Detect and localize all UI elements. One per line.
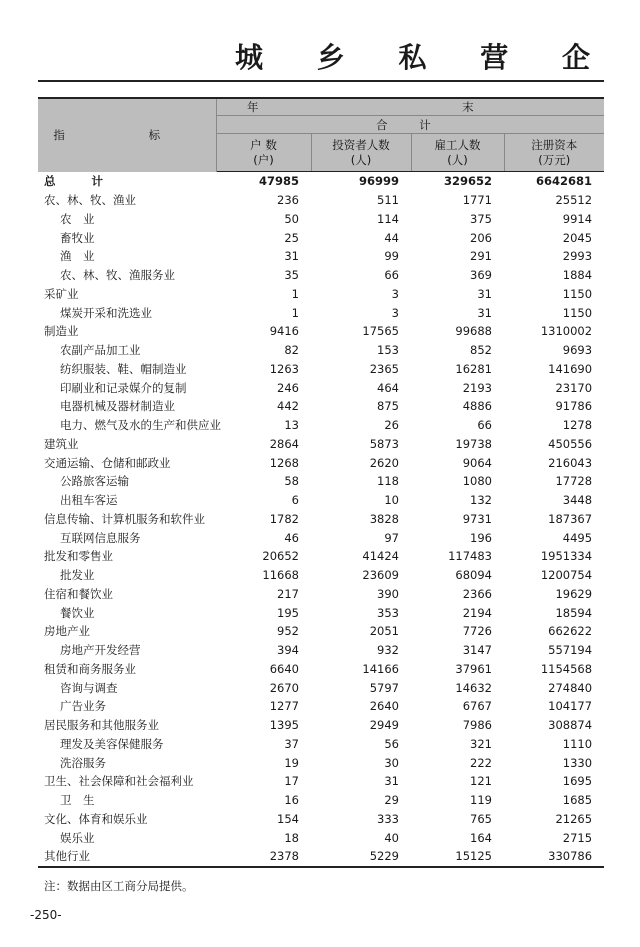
row-value: 6640 xyxy=(269,661,299,676)
row-value: 6767 xyxy=(462,699,492,714)
row-value: 19738 xyxy=(455,436,492,451)
row-value: 2365 xyxy=(369,361,399,376)
table-row xyxy=(38,285,604,304)
row-value: 6642681 xyxy=(536,174,593,189)
row-value: 44 xyxy=(384,230,399,245)
row-label: 农 业 xyxy=(60,211,95,226)
table-row xyxy=(38,453,604,472)
row-label: 居民服务和其他服务业 xyxy=(44,718,159,733)
row-value: 217 xyxy=(277,586,299,601)
row-value: 26 xyxy=(384,418,399,433)
row-value: 17 xyxy=(284,774,299,789)
table-row xyxy=(38,435,604,454)
row-value: 3147 xyxy=(462,643,492,658)
row-value: 10 xyxy=(384,493,399,508)
column-header-households: 户 数 (户) xyxy=(216,134,311,172)
row-label: 娱乐业 xyxy=(60,830,95,845)
row-value: 19629 xyxy=(555,586,593,601)
row-value: 119 xyxy=(470,793,492,808)
row-value: 30 xyxy=(384,755,399,770)
row-label: 房地产业 xyxy=(44,624,90,639)
table-row xyxy=(38,191,604,210)
page-title: 城 乡 私 营 企 xyxy=(235,41,612,74)
table-row xyxy=(38,603,604,622)
row-label: 农副产品加工业 xyxy=(60,343,141,358)
row-value: 25512 xyxy=(555,193,593,208)
row-value: 99 xyxy=(384,249,399,264)
row-label: 住宿和餐饮业 xyxy=(44,586,113,601)
row-value: 9693 xyxy=(562,343,593,358)
row-value: 1278 xyxy=(562,418,593,433)
row-label: 畜牧业 xyxy=(60,230,95,245)
table-row xyxy=(38,360,604,379)
row-value: 390 xyxy=(377,586,399,601)
row-value: 2715 xyxy=(562,830,593,845)
table-header xyxy=(38,98,604,172)
row-value: 450556 xyxy=(548,436,593,451)
row-value: 99688 xyxy=(455,324,492,339)
total-header: 合 计 xyxy=(216,116,604,134)
row-value: 7986 xyxy=(462,718,492,733)
row-value: 2378 xyxy=(216,847,311,867)
row-value: 1771 xyxy=(462,193,492,208)
table-body xyxy=(38,172,604,867)
column-header-investors: 投资者人数 (人) xyxy=(311,134,411,172)
row-value: 121 xyxy=(470,774,492,789)
row-value: 1330 xyxy=(562,755,593,770)
row-value: 2620 xyxy=(369,455,399,470)
row-value: 375 xyxy=(470,211,492,226)
table-row xyxy=(38,641,604,660)
page-number: -250- xyxy=(30,908,62,922)
row-value: 236 xyxy=(277,193,299,208)
row-label: 广告业务 xyxy=(60,699,106,714)
row-value: 274840 xyxy=(548,680,593,695)
footnote: 注：数据由区工商分局提供。 xyxy=(44,879,194,893)
table-row xyxy=(38,772,604,791)
table-row xyxy=(38,491,604,510)
row-label: 总 计 xyxy=(44,174,120,189)
row-value: 369 xyxy=(470,268,492,283)
row-value: 1395 xyxy=(269,718,299,733)
row-value: 17565 xyxy=(362,324,399,339)
row-value: 37 xyxy=(284,736,299,751)
row-value: 47985 xyxy=(258,174,299,189)
row-label: 交通运输、仓储和邮政业 xyxy=(44,455,171,470)
row-value: 1 xyxy=(291,286,299,301)
row-value: 82 xyxy=(284,343,299,358)
table-row xyxy=(38,828,604,847)
row-value: 196 xyxy=(470,530,492,545)
table-row xyxy=(38,322,604,341)
row-value: 2864 xyxy=(269,436,299,451)
row-value: 118 xyxy=(377,474,399,489)
row-value: 1695 xyxy=(562,774,593,789)
row-value: 3448 xyxy=(562,493,593,508)
row-value: 394 xyxy=(277,643,299,658)
row-value: 321 xyxy=(470,736,492,751)
row-value: 117483 xyxy=(448,549,492,564)
table-row xyxy=(38,847,604,867)
row-value: 1310002 xyxy=(540,324,593,339)
row-value: 9416 xyxy=(269,324,299,339)
row-value: 58 xyxy=(284,474,299,489)
row-value: 1080 xyxy=(462,474,492,489)
table-row xyxy=(38,735,604,754)
row-value: 13 xyxy=(284,418,299,433)
row-value: 11668 xyxy=(262,568,299,583)
indicator-header: 指 标 xyxy=(38,98,216,172)
row-value: 114 xyxy=(377,211,399,226)
row-value: 246 xyxy=(277,380,299,395)
row-value: 330786 xyxy=(504,847,604,867)
row-label: 信息传输、计算机服务和软件业 xyxy=(44,511,205,526)
row-value: 187367 xyxy=(548,511,593,526)
table-row xyxy=(38,397,604,416)
row-value: 46 xyxy=(284,530,299,545)
table-row xyxy=(38,472,604,491)
row-value: 875 xyxy=(377,399,399,414)
table-row xyxy=(38,697,604,716)
row-label: 出租车客运 xyxy=(60,493,118,508)
row-value: 18594 xyxy=(555,605,593,620)
row-value: 1 xyxy=(291,305,299,320)
row-value: 97 xyxy=(384,530,399,545)
row-value: 308874 xyxy=(548,718,593,733)
row-value: 1268 xyxy=(269,455,299,470)
row-value: 1150 xyxy=(562,286,593,301)
row-label: 建筑业 xyxy=(44,436,79,451)
row-label: 卫生、社会保障和社会福利业 xyxy=(44,774,194,789)
row-label: 批发和零售业 xyxy=(44,549,113,564)
column-header-registered-capital: 注册资本 (万元) xyxy=(504,134,604,172)
table-row xyxy=(38,716,604,735)
row-value: 164 xyxy=(470,830,492,845)
row-label: 电力、燃气及水的生产和供应业 xyxy=(60,418,221,433)
row-value: 1685 xyxy=(562,793,593,808)
row-value: 2640 xyxy=(369,699,399,714)
table-row xyxy=(38,791,604,810)
row-value: 3828 xyxy=(369,511,399,526)
column-header-employees: 雇工人数 (人) xyxy=(411,134,504,172)
row-value: 195 xyxy=(277,605,299,620)
table-row xyxy=(38,753,604,772)
year-end-header: 年 末 xyxy=(216,98,604,116)
row-label: 文化、体育和娱乐业 xyxy=(44,811,148,826)
row-value: 353 xyxy=(377,605,399,620)
row-value: 1277 xyxy=(269,699,299,714)
row-value: 56 xyxy=(384,736,399,751)
row-value: 31 xyxy=(477,286,492,301)
table-row xyxy=(38,622,604,641)
row-value: 2194 xyxy=(462,605,492,620)
row-label: 租赁和商务服务业 xyxy=(44,661,136,676)
row-value: 329652 xyxy=(443,174,492,189)
table-row xyxy=(38,566,604,585)
row-label: 农、林、牧、渔业 xyxy=(44,193,136,208)
statistics-table xyxy=(38,97,604,868)
row-value: 2366 xyxy=(462,586,492,601)
row-value: 19 xyxy=(284,755,299,770)
row-label: 洗浴服务 xyxy=(60,755,106,770)
row-value: 1782 xyxy=(269,511,299,526)
row-label: 煤炭开采和洗选业 xyxy=(60,305,152,320)
row-value: 932 xyxy=(377,643,399,658)
row-label: 纺织服装、鞋、帽制造业 xyxy=(60,361,187,376)
row-value: 154 xyxy=(277,811,299,826)
row-value: 9731 xyxy=(462,511,492,526)
row-value: 7726 xyxy=(462,624,492,639)
row-value: 1110 xyxy=(562,736,593,751)
row-value: 1200754 xyxy=(540,568,593,583)
table-row xyxy=(38,247,604,266)
row-value: 141690 xyxy=(548,361,593,376)
row-value: 153 xyxy=(377,343,399,358)
row-label: 公路旅客运输 xyxy=(60,474,129,489)
row-value: 3 xyxy=(391,305,399,320)
row-value: 40 xyxy=(384,830,399,845)
row-label: 采矿业 xyxy=(44,286,79,301)
row-value: 2949 xyxy=(369,718,399,733)
row-value: 1884 xyxy=(562,268,593,283)
row-label: 渔 业 xyxy=(60,249,95,264)
row-value: 5229 xyxy=(311,847,411,867)
row-label: 房地产开发经营 xyxy=(60,643,141,658)
table-row xyxy=(38,303,604,322)
row-value: 662622 xyxy=(548,624,593,639)
row-value: 20652 xyxy=(262,549,299,564)
table-row xyxy=(38,378,604,397)
row-value: 557194 xyxy=(548,643,593,658)
row-value: 2670 xyxy=(269,680,299,695)
row-value: 66 xyxy=(384,268,399,283)
row-value: 464 xyxy=(377,380,399,395)
row-value: 16281 xyxy=(455,361,492,376)
row-value: 41424 xyxy=(362,549,399,564)
row-value: 17728 xyxy=(555,474,593,489)
row-value: 216043 xyxy=(548,455,593,470)
row-value: 31 xyxy=(384,774,399,789)
row-value: 3 xyxy=(391,286,399,301)
table-row xyxy=(38,678,604,697)
row-value: 852 xyxy=(470,343,492,358)
row-value: 14166 xyxy=(362,661,399,676)
row-value: 952 xyxy=(277,624,299,639)
row-value: 23170 xyxy=(555,380,593,395)
table-row xyxy=(38,510,604,529)
table-row xyxy=(38,547,604,566)
row-value: 765 xyxy=(470,811,492,826)
row-value: 2045 xyxy=(562,230,593,245)
row-value: 35 xyxy=(284,268,299,283)
row-value: 66 xyxy=(477,418,492,433)
row-value: 2993 xyxy=(562,249,593,264)
row-value: 37961 xyxy=(455,661,492,676)
row-label: 电器机械及器材制造业 xyxy=(60,399,175,414)
row-label: 餐饮业 xyxy=(60,605,95,620)
row-value: 1154568 xyxy=(540,661,593,676)
row-value: 5873 xyxy=(369,436,399,451)
row-value: 222 xyxy=(470,755,492,770)
row-value: 333 xyxy=(377,811,399,826)
row-value: 21265 xyxy=(555,811,593,826)
row-value: 4495 xyxy=(562,530,593,545)
table-row xyxy=(38,172,604,191)
row-value: 14632 xyxy=(455,680,492,695)
row-value: 442 xyxy=(277,399,299,414)
table-row xyxy=(38,228,604,247)
row-value: 1951334 xyxy=(540,549,593,564)
row-value: 15125 xyxy=(411,847,504,867)
row-label: 制造业 xyxy=(44,324,79,339)
row-value: 23609 xyxy=(362,568,399,583)
row-value: 91786 xyxy=(555,399,593,414)
row-value: 9914 xyxy=(562,211,593,226)
row-value: 206 xyxy=(470,230,492,245)
row-value: 291 xyxy=(470,249,492,264)
row-value: 104177 xyxy=(548,699,593,714)
row-value: 511 xyxy=(377,193,399,208)
row-label: 卫 生 xyxy=(60,793,95,808)
row-value: 5797 xyxy=(369,680,399,695)
row-value: 31 xyxy=(284,249,299,264)
row-value: 96999 xyxy=(358,174,399,189)
row-value: 29 xyxy=(384,793,399,808)
row-label: 印刷业和记录媒介的复制 xyxy=(60,380,187,395)
row-label: 咨询与调查 xyxy=(60,680,118,695)
row-value: 50 xyxy=(284,211,299,226)
table-row xyxy=(38,585,604,604)
table-row xyxy=(38,266,604,285)
row-value: 31 xyxy=(477,305,492,320)
row-value: 1150 xyxy=(562,305,593,320)
row-label: 互联网信息服务 xyxy=(60,530,141,545)
table-row xyxy=(38,810,604,829)
table-row xyxy=(38,528,604,547)
row-value: 6 xyxy=(291,493,299,508)
row-label: 批发业 xyxy=(60,568,95,583)
row-value: 9064 xyxy=(462,455,492,470)
table-row xyxy=(38,341,604,360)
row-label: 理发及美容保健服务 xyxy=(60,736,164,751)
row-label: 农、林、牧、渔服务业 xyxy=(60,268,175,283)
table-row xyxy=(38,210,604,229)
row-value: 25 xyxy=(284,230,299,245)
row-value: 4886 xyxy=(462,399,492,414)
row-label: 其他行业 xyxy=(38,847,216,867)
row-value: 132 xyxy=(470,493,492,508)
row-value: 2193 xyxy=(462,380,492,395)
row-value: 2051 xyxy=(369,624,399,639)
table-row xyxy=(38,660,604,679)
table-row xyxy=(38,416,604,435)
title-rule xyxy=(38,80,604,82)
row-value: 68094 xyxy=(455,568,492,583)
row-value: 16 xyxy=(284,793,299,808)
row-value: 18 xyxy=(284,830,299,845)
row-value: 1263 xyxy=(269,361,299,376)
